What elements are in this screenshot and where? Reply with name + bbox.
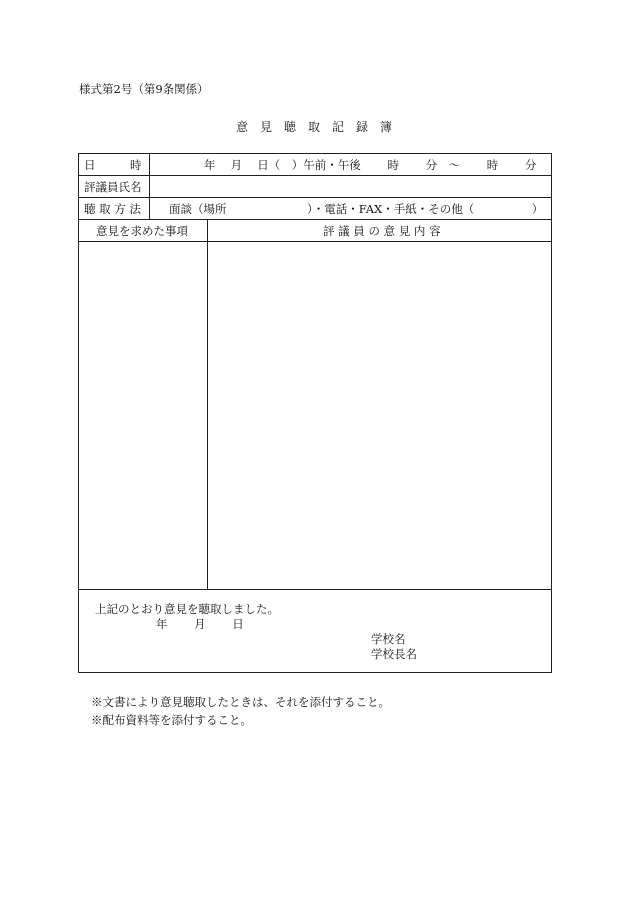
record-date: 年 月 日 bbox=[156, 617, 244, 631]
statement-text: 上記のとおり意見を聴取しました。 bbox=[95, 602, 279, 616]
date-label: 日 時 bbox=[84, 158, 142, 172]
school-name-label: 学校名 bbox=[371, 632, 406, 646]
page-title: 意 見 聴 取 記 録 簿 bbox=[236, 120, 393, 134]
opinion-content-area[interactable] bbox=[208, 242, 551, 589]
note-item: ※文書により意見聴取したときは、それを添付すること。 bbox=[91, 695, 390, 709]
method-field[interactable]: 面談（場所 ）・電話・FAX・手紙・その他（ ） bbox=[169, 202, 544, 216]
principal-name-label: 学校長名 bbox=[371, 647, 417, 661]
opinion-header: 評 議 員 の 意 見 内 容 bbox=[323, 224, 441, 238]
matter-header: 意見を求めた事項 bbox=[96, 224, 188, 238]
member-name-field[interactable] bbox=[150, 176, 551, 197]
form-number: 様式第2号（第9条関係） bbox=[79, 82, 209, 96]
method-label: 聴 取 方 法 bbox=[84, 202, 141, 216]
member-name-label: 評議員氏名 bbox=[84, 180, 142, 194]
date-time-field[interactable]: 年 月 日（ ）午前・午後 時 分 ～ 時 分 bbox=[204, 158, 537, 172]
note-item: ※配布資料等を添付すること。 bbox=[91, 713, 252, 727]
matter-content-area[interactable] bbox=[79, 242, 207, 589]
